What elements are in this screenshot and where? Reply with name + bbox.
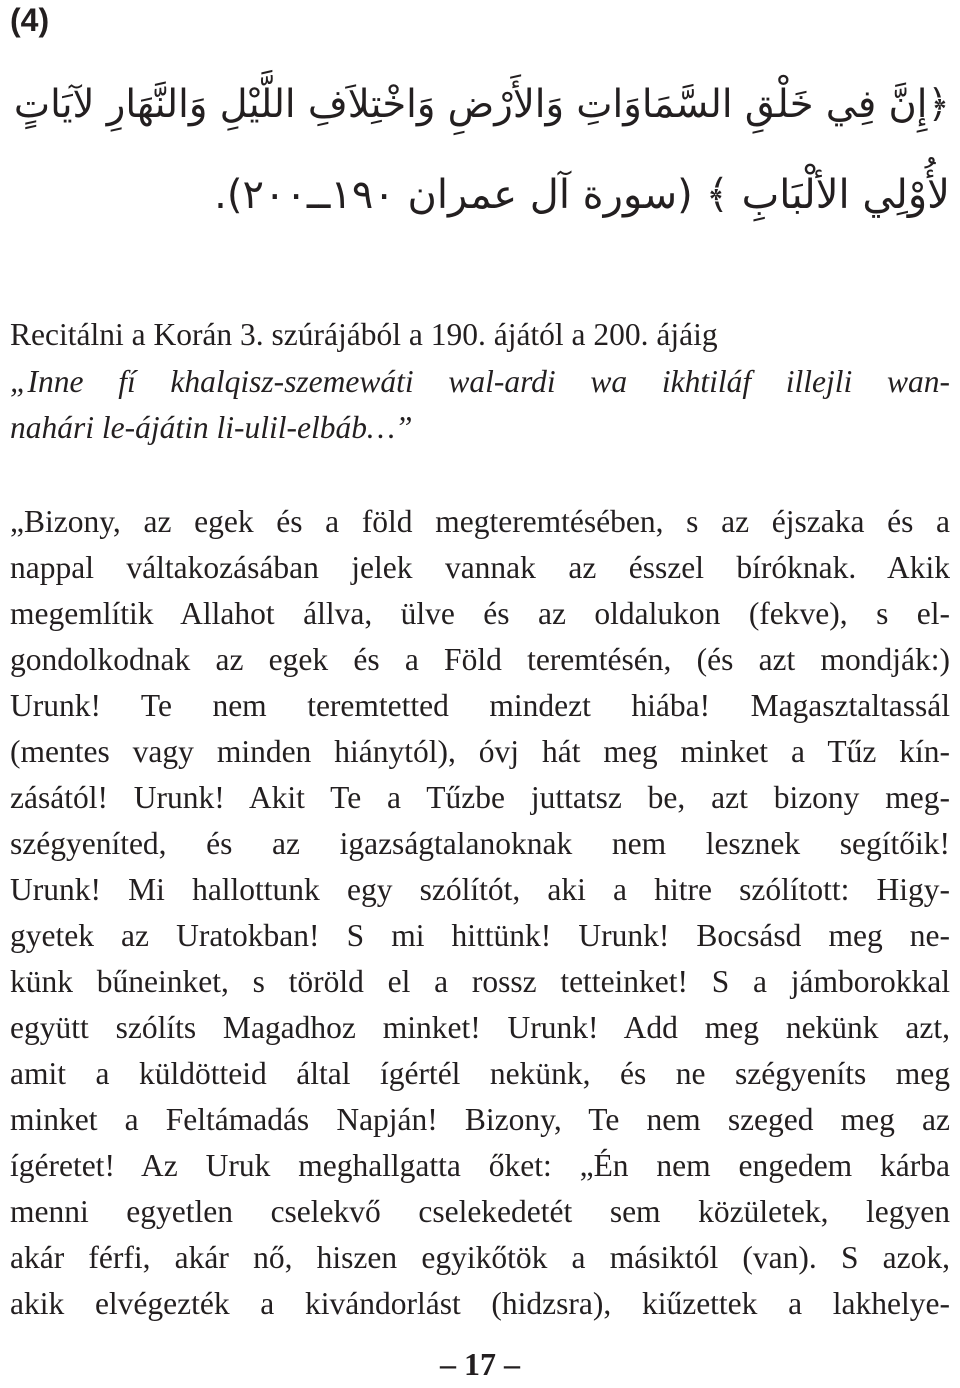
- translation-line-9: Urunk! Mi hallottunk egy szólítót, aki a hitre szólított: Higy-: [10, 872, 950, 907]
- translation-line-15: ígéretet! Az Uruk meghallgatta őket: „Én nem engedem kárba: [10, 1148, 950, 1183]
- translation-line-18: akik elvégezték a kivándorlást (hidzsra), kiűzettek a lakhelye-: [10, 1286, 950, 1321]
- translation-line-13: amit a küldötteid által ígértél nekünk, és ne szégyeníts meg: [10, 1056, 950, 1091]
- translation-line-5: Urunk! Te nem teremtetted mindezt hiába! Magasztaltassál: [10, 688, 950, 723]
- translation-line-8: szégyeníted, és az igazságtalanoknak nem lesznek segítőik!: [10, 826, 950, 861]
- transliteration-line-1: „Inne fí khalqisz-szemewáti wal-ardi wa ikhtiláf illejli wan-: [10, 364, 950, 399]
- translation-line-17: akár férfi, akár nő, hiszen egyikőtök a másiktól (van). S azok,: [10, 1240, 950, 1275]
- section-number: (4): [10, 2, 50, 38]
- translation-line-1: „Bizony, az egek és a föld megteremtésében, s az éjszaka és a: [10, 504, 950, 539]
- arabic-verse-line-2: لأُوْلِي الألْبَابِ ﴾ (سورة آل عمران ١٩٠ــ٢٠٠).: [214, 172, 950, 218]
- translation-line-12: együtt szólíts Magadhoz minket! Urunk! Add meg nekünk azt,: [10, 1010, 950, 1045]
- translation-line-16: menni egyetlen cselekvő cselekedetét sem közületek, legyen: [10, 1194, 950, 1229]
- translation-line-6: (mentes vagy minden hiánytól), óvj hát meg minket a Tűz kín-: [10, 734, 950, 769]
- translation-line-4: gondolkodnak az egek és a Föld teremtésén, (és azt mondják:): [10, 642, 950, 677]
- translation-line-14: minket a Feltámadás Napján! Bizony, Te nem szeged meg az: [10, 1102, 950, 1137]
- translation-line-11: künk bűneinket, s töröld el a rossz tetteinket! S a jámborokkal: [10, 964, 950, 999]
- translation-line-10: gyetek az Uratokban! S mi hittünk! Urunk! Bocsásd meg ne-: [10, 918, 950, 953]
- page-number: – 17 –: [440, 1346, 520, 1382]
- transliteration-line-2: nahári le-ájátin li-ulil-elbáb…”: [10, 410, 413, 445]
- translation-line-3: megemlítik Allahot állva, ülve és az oldalukon (fekve), s el-: [10, 596, 950, 631]
- translation-line-7: zásától! Urunk! Akit Te a Tűzbe juttatsz be, azt bizony meg-: [10, 780, 950, 815]
- translation-line-2: nappal váltakozásában jelek vannak az ésszel bíróknak. Akik: [10, 550, 950, 585]
- arabic-verse-line-1: ﴿إِنَّ فِي خَلْقِ السَّمَاوَاتِ وَالأَرْضِ وَاخْتِلاَفِ اللَّيْلِ وَالنَّهَارِ لآيَاتٍ: [13, 82, 950, 127]
- intro-text: Recitálni a Korán 3. szúrájából a 190. ájától a 200. ájáig: [10, 317, 718, 352]
